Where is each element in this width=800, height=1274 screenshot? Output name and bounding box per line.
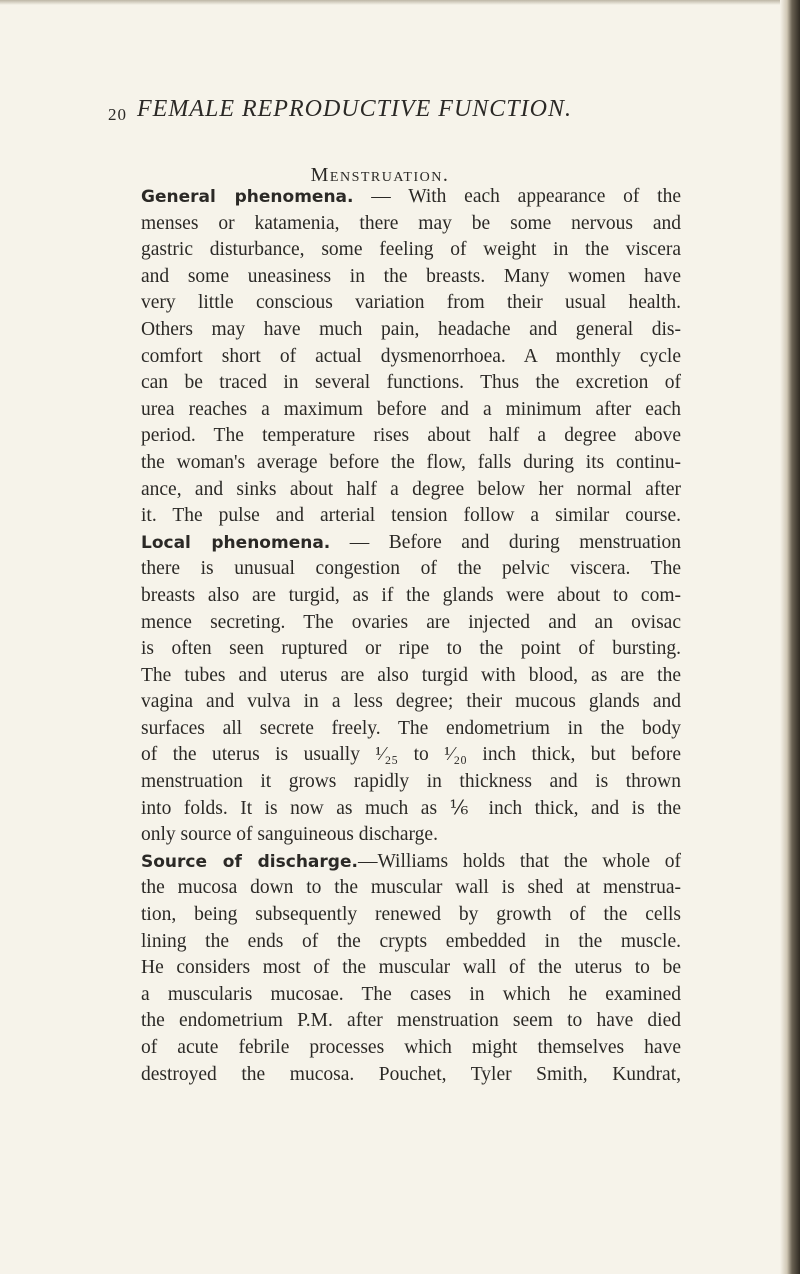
text-line [141, 477, 681, 504]
line-text: gastric disturbance, some feeling of weight in the viscera [141, 239, 681, 261]
line-text: of acute febrile processes which might themselves have [141, 1037, 681, 1058]
text-line [141, 397, 681, 424]
text-line [141, 1062, 681, 1089]
text-line [141, 503, 681, 530]
text-line [141, 450, 681, 477]
text-line [141, 184, 681, 211]
line-text: menstruation it grows rapidly in thickness and is thrown [141, 771, 681, 793]
text-line [141, 370, 681, 397]
line-text: it. The pulse and arterial tension follow a similar course. [141, 505, 681, 527]
line-text: surfaces all secrete freely. The endometrium in the body [141, 717, 681, 739]
line-text: — With each appearance of the [353, 186, 681, 207]
line-text: urea reaches a maximum before and a minimum after each [141, 398, 681, 420]
text-line [141, 689, 681, 716]
text-line [141, 1035, 681, 1062]
line-text: tion, being subsequently renewed by growth of the cells [141, 904, 681, 926]
text-line [141, 583, 681, 610]
running-title: FEMALE REPRODUCTIVE FUNCTION. [137, 96, 572, 122]
text-line [141, 929, 681, 956]
line-text: destroyed the mucosa. Pouchet, Tyler Smith, Kundrat, [141, 1063, 681, 1085]
line-text: — Before and during menstruation [330, 531, 682, 553]
line-text: breasts also are turgid, as if the glands were about to com- [141, 584, 681, 606]
line-text: is often seen ruptured or ripe to the point of bursting. [141, 638, 681, 660]
text-line [141, 769, 681, 796]
text-line [141, 211, 681, 238]
line-text: the woman's average before the flow, falls during its continu- [141, 451, 681, 473]
line-text: The tubes and uterus are also turgid with blood, as are the [141, 664, 681, 686]
line-text: can be traced in several functions. Thus the excretion of [141, 372, 681, 394]
text-line [141, 849, 681, 876]
paragraph-heading: General phenomena. [141, 187, 354, 207]
text-line [141, 875, 681, 902]
text-line [141, 663, 681, 690]
paragraph-heading: Source of discharge. [141, 851, 358, 872]
line-text: menses or katamenia, there may be some nervous and [141, 212, 681, 234]
line-text: and some uneasiness in the breasts. Many women have [141, 265, 681, 287]
text-line [141, 742, 681, 769]
line-text: lining the ends of the crypts embedded in the muscle. [141, 930, 681, 952]
text-line [141, 902, 681, 929]
section-title: Menstruation. [310, 164, 450, 186]
text-line [141, 822, 681, 849]
text-line [141, 317, 681, 344]
text-line [141, 796, 681, 823]
text-line [141, 264, 681, 291]
line-text: vagina and vulva in a less degree; their mucous glands and [141, 691, 681, 713]
line-text: of the uterus is usually ¹⁄₂₅ to ¹⁄₂₀ inch thick, but before [141, 744, 681, 766]
page-number: 20 [108, 105, 127, 124]
text-line [141, 982, 681, 1009]
line-text: He considers most of the muscular wall of the uterus to be [141, 957, 681, 979]
line-text: the mucosa down to the muscular wall is shed at menstrua- [141, 877, 681, 899]
paragraph-heading: Local phenomena. [141, 532, 331, 553]
line-text: ance, and sinks about half a degree below her normal after [141, 478, 681, 500]
text-line [141, 1008, 681, 1035]
text-line [141, 556, 681, 583]
running-header [108, 96, 572, 125]
text-line [141, 344, 681, 371]
text-line [141, 610, 681, 637]
line-text: the endometrium P.M. after menstruation seem to have died [141, 1010, 681, 1032]
line-text: comfort short of actual dysmenorrhoea. A monthly cycle [141, 345, 681, 367]
book-spine-shadow [780, 0, 800, 1274]
text-line [141, 530, 681, 557]
line-text: a muscularis mucosae. The cases in which he examined [141, 983, 681, 1005]
line-text: Others may have much pain, headache and general dis- [141, 318, 681, 340]
text-line [141, 636, 681, 663]
line-text: only source of sanguineous discharge. [141, 824, 438, 846]
text-line [141, 237, 681, 264]
line-text: mence secreting. The ovaries are injected and an ovisac [141, 611, 681, 633]
page-top-edge [0, 0, 800, 5]
text-line [141, 955, 681, 982]
line-text: into folds. It is now as much as ⅙ inch thick, and is the [141, 797, 681, 819]
text-line [141, 290, 681, 317]
body-text [141, 184, 681, 1088]
text-line [141, 716, 681, 743]
line-text: very little conscious variation from their usual health. [141, 292, 681, 314]
line-text: there is unusual congestion of the pelvic viscera. The [141, 558, 681, 580]
line-text: —Williams holds that the whole of [357, 850, 681, 872]
line-text: period. The temperature rises about half a degree above [141, 425, 681, 447]
text-line [141, 423, 681, 450]
